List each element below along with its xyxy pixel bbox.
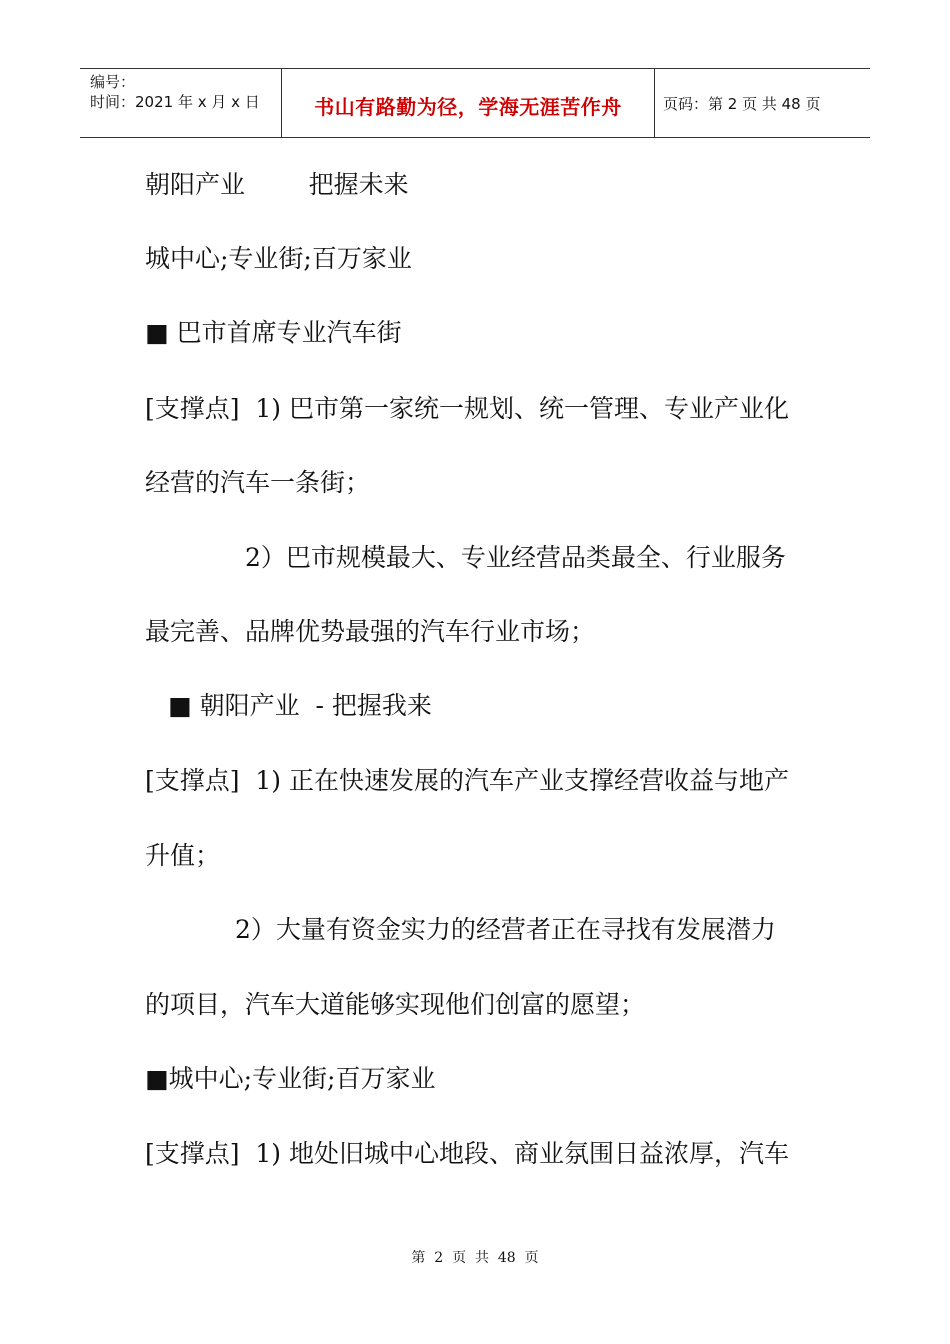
body-line: 的项目，汽车大道能够实现他们创富的愿望； xyxy=(145,990,646,1019)
body-line: [支撑点] 1) 正在快速发展的汽车产业支撑经营收益与地产 xyxy=(145,766,790,795)
body-line: 2）大量有资金实力的经营者正在寻找有发展潜力 xyxy=(235,915,776,944)
header-motto-cell xyxy=(282,69,655,137)
body-line: 经营的汽车一条街； xyxy=(145,468,371,497)
body-line: 城中心;专业街;百万家业 xyxy=(145,244,412,273)
body-line: 升值； xyxy=(145,841,221,870)
body-line: ■ 朝阳产业 - 把握我来 xyxy=(168,691,432,720)
document-time-label: 时间：2021 年 x 月 x 日 xyxy=(90,93,260,111)
document-header xyxy=(80,68,870,138)
header-page-number: 页码：第 2 页 共 48 页 xyxy=(663,95,821,113)
body-line: [支撑点] 1) 地处旧城中心地段、商业氛围日益浓厚，汽车 xyxy=(145,1139,790,1168)
header-info-cell xyxy=(80,69,282,137)
document-number-label: 编号： xyxy=(90,73,136,91)
body-line: 2）巴市规模最大、专业经营品类最全、行业服务 xyxy=(245,543,786,572)
footer-page-number: 第 2 页 共 48 页 xyxy=(411,1250,539,1266)
body-line: [支撑点] 1) 巴市第一家统一规划、统一管理、专业产业化 xyxy=(145,394,790,423)
body-line: ■城中心;专业街;百万家业 xyxy=(145,1064,436,1093)
body-line: 朝阳产业 把握未来 xyxy=(145,170,409,199)
body-line: 最完善、品牌优势最强的汽车行业市场； xyxy=(145,617,596,646)
body-line: ■ 巴市首席专业汽车街 xyxy=(145,318,402,347)
header-page-cell xyxy=(655,69,870,137)
header-motto: 书山有路勤为径，学海无涯苦作舟 xyxy=(314,95,622,119)
